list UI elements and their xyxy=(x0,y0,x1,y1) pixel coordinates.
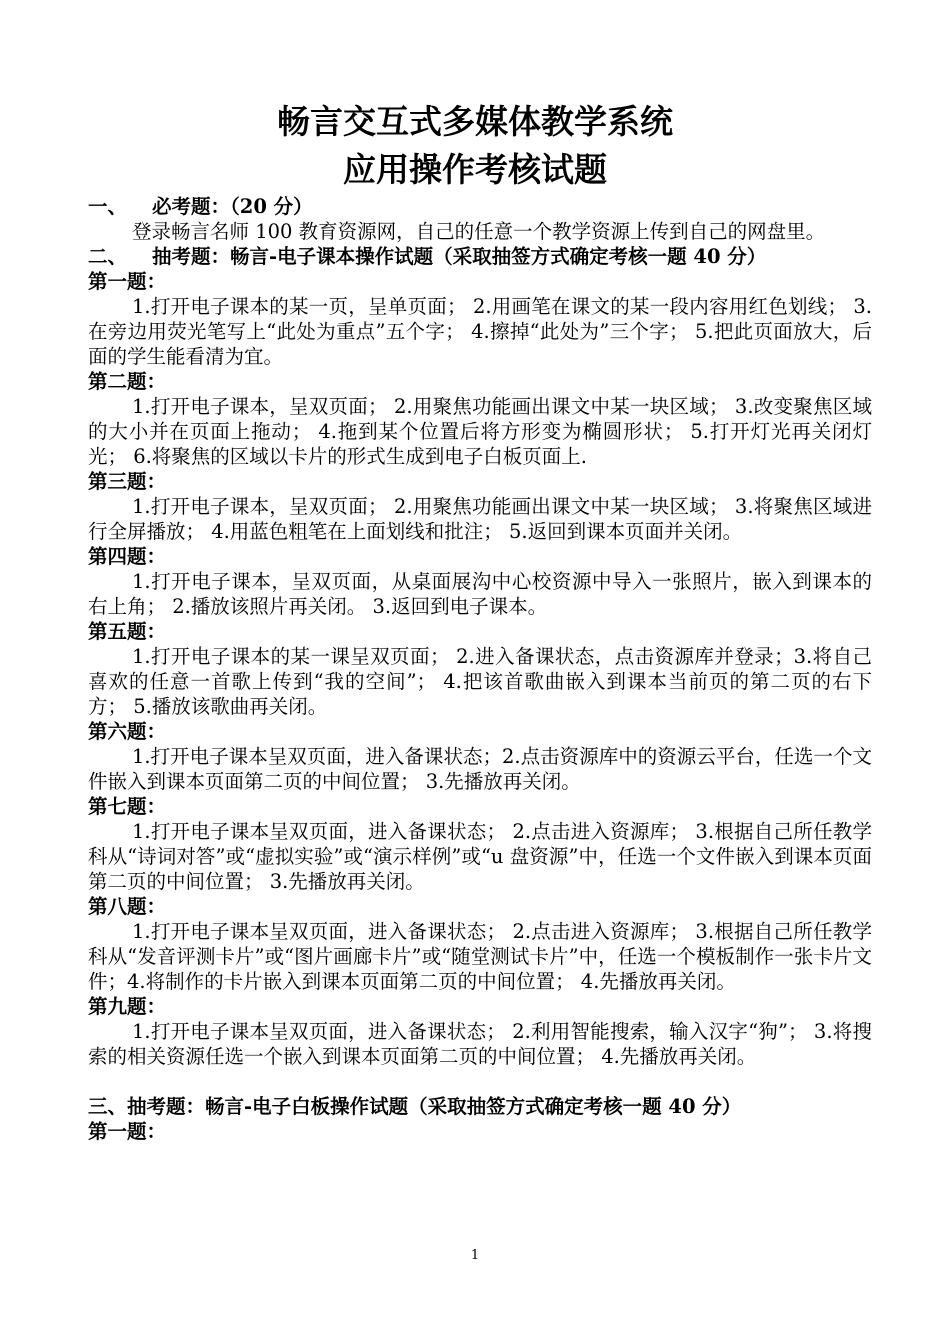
question-6-text: 1.打开电子课本呈双页面，进入备课状态；2.点击资源库中的资源云平台，任选一个文件嵌入到课本页面第二页的中间位置； 3.先播放再关闭。 xyxy=(88,745,872,793)
question-8-text: 1.打开电子课本呈双页面，进入备课状态； 2.点击进入资源库； 3.根据自己所任教学科从“发音评测卡片”或“图片画廊卡片”或“随堂测试卡片”中，任选一个模板制作一张卡片文件；4.将制作的卡片嵌入到课本页面第二页的中间位置； 4.先播放再关闭。 xyxy=(88,920,872,993)
section-1-text: 登录畅言名师 100 教育资源网，自己的任意一个教学资源上传到自己的网盘里。 xyxy=(132,220,826,243)
section-3-question-1-label: 第一题： xyxy=(88,1120,167,1143)
document-subtitle: 应用操作考核试题 xyxy=(343,150,607,189)
question-3-text: 1.打开电子课本，呈双页面； 2.用聚焦功能画出课文中某一块区域； 3.将聚焦区域进行全屏播放； 4.用蓝色粗笔在上面划线和批注； 5.返回到课本页面并关闭。 xyxy=(88,495,872,543)
question-1-text: 1.打开电子课本的某一页，呈单页面； 2.用画笔在课文的某一段内容用红色划线； 3.在旁边用荧光笔写上“此处为重点”五个字； 4.擦掉“此处为”三个字； 5.把此页面放大，后面的学生能看清为宜。 xyxy=(88,295,872,368)
document-title: 畅言交互式多媒体教学系统 xyxy=(277,102,673,141)
question-7-label: 第七题： xyxy=(88,795,167,818)
question-9-text: 1.打开电子课本呈双页面，进入备课状态； 2.利用智能搜索，输入汉字“狗”； 3.将搜索的相关资源任选一个嵌入到课本页面第二页的中间位置； 4.先播放再关闭。 xyxy=(88,1020,872,1068)
question-3-label: 第三题： xyxy=(88,470,167,493)
section-3-heading: 三、抽考题：畅言-电子白板操作试题（采取抽签方式确定考核一题 40 分） xyxy=(88,1095,742,1118)
question-4-text: 1.打开电子课本，呈双页面，从桌面展沟中心校资源中导入一张照片，嵌入到课本的右上角； 2.播放该照片再关闭。 3.返回到电子课本。 xyxy=(88,570,872,618)
document-body xyxy=(88,194,872,1144)
section-2-heading xyxy=(88,244,872,269)
question-2-label: 第二题： xyxy=(88,370,167,393)
question-6-label: 第六题： xyxy=(88,720,167,743)
section-1-heading xyxy=(88,194,872,219)
question-5-text: 1.打开电子课本的某一课呈双页面； 2.进入备课状态，点击资源库并登录；3.将自己喜欢的任意一首歌上传到“我的空间”； 4.把该首歌曲嵌入到课本当前页的第二页的右下方； 5.播放该歌曲再关闭。 xyxy=(88,645,872,718)
question-9-label: 第九题： xyxy=(88,995,167,1018)
question-1-label: 第一题： xyxy=(88,270,167,293)
question-4-label: 第四题： xyxy=(88,545,167,568)
section-1-number: 一、 xyxy=(88,195,128,218)
section-2-title: 抽考题：畅言-电子课本操作试题（采取抽签方式确定考核一题 40 分） xyxy=(152,245,767,268)
question-5-label: 第五题： xyxy=(88,620,167,643)
question-2-text: 1.打开电子课本，呈双页面； 2.用聚焦功能画出课文中某一块区域； 3.改变聚焦区域的大小并在页面上拖动； 4.拖到某个位置后将方形变为椭圆形状； 5.打开灯光再关闭灯光； 6.将聚焦的区域以卡片的形式生成到电子白板页面上. xyxy=(88,395,872,468)
question-8-label: 第八题： xyxy=(88,895,167,918)
section-1-title: 必考题：（20 分） xyxy=(152,195,313,218)
question-7-text: 1.打开电子课本呈双页面，进入备课状态； 2.点击进入资源库； 3.根据自己所任教学科从“诗词对答”或“虚拟实验”或“演示样例”或“u 盘资源”中，任选一个文件嵌入到课本页面第二页的中间位置； 3.先播放再关闭。 xyxy=(88,820,872,893)
page-number: 1 xyxy=(470,1248,480,1263)
blank-line xyxy=(88,1069,872,1094)
section-2-number: 二、 xyxy=(88,245,128,268)
